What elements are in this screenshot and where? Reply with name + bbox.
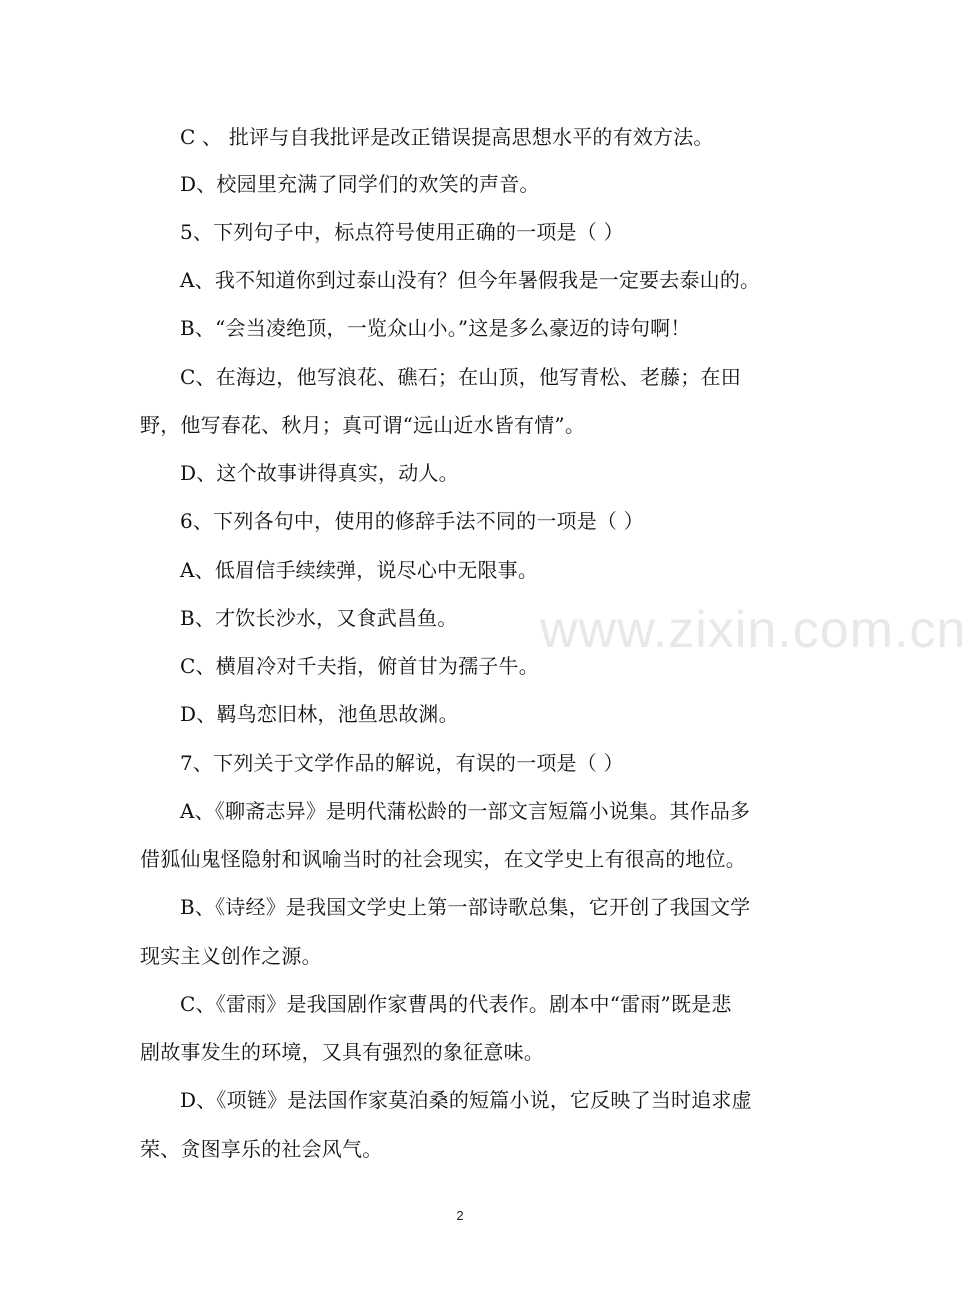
option-c-q5-line2: 野，他写春花、秋月；真可谓“远山近水皆有情”。 xyxy=(140,413,586,437)
option-a-q6: A、低眉信手续续弹，说尽心中无限事。 xyxy=(180,558,539,582)
option-d-q6: D、羁鸟恋旧林，池鱼思故渊。 xyxy=(180,702,459,726)
option-a-q5: A、我不知道你到过泰山没有？但今年暑假我是一定要去泰山的。 xyxy=(180,268,761,292)
question-7: 7、下列关于文学作品的解说，有误的一项是（ ） xyxy=(180,751,624,775)
option-a-q7-line1: A、《聊斋志异》是明代蒲松龄的一部文言短篇小说集。其作品多 xyxy=(180,799,751,823)
option-b-q6: B、才饮长沙水，又食武昌鱼。 xyxy=(180,606,458,630)
option-c-q4: C 、 批评与自我批评是改正错误提高思想水平的有效方法。 xyxy=(180,125,714,149)
option-c-q6: C、横眉冷对千夫指，俯首甘为孺子牛。 xyxy=(180,654,539,678)
option-d-q7-line1: D、《项链》是法国作家莫泊桑的短篇小说，它反映了当时追求虚 xyxy=(180,1088,752,1112)
question-5: 5、下列句子中，标点符号使用正确的一项是（ ） xyxy=(180,220,624,244)
option-c-q7-line2: 剧故事发生的环境，又具有强烈的象征意味。 xyxy=(140,1040,544,1064)
option-b-q5: B、“会当凌绝顶，一览众山小。”这是多么豪迈的诗句啊！ xyxy=(180,316,691,340)
option-d-q7-line2: 荣、贪图享乐的社会风气。 xyxy=(140,1137,383,1161)
option-a-q7-line2: 借狐仙鬼怪隐射和讽喻当时的社会现实，在文学史上有很高的地位。 xyxy=(140,847,746,871)
option-d-q5: D、这个故事讲得真实，动人。 xyxy=(180,461,459,485)
option-c-q7-line1: C、《雷雨》是我国剧作家曹禺的代表作。剧本中“雷雨”既是悲 xyxy=(180,992,732,1016)
option-d-q4: D、校园里充满了同学们的欢笑的声音。 xyxy=(180,172,540,196)
option-c-q5-line1: C、在海边，他写浪花、礁石；在山顶，他写青松、老藤；在田 xyxy=(180,365,741,389)
page-number: 2 xyxy=(456,1208,464,1223)
question-6: 6、下列各句中，使用的修辞手法不同的一项是（ ） xyxy=(180,509,644,533)
option-b-q7-line2: 现实主义创作之源。 xyxy=(140,944,322,968)
watermark: www.zixin.com.cn xyxy=(540,601,966,659)
option-b-q7-line1: B、《诗经》是我国文学史上第一部诗歌总集，它开创了我国文学 xyxy=(180,895,751,919)
